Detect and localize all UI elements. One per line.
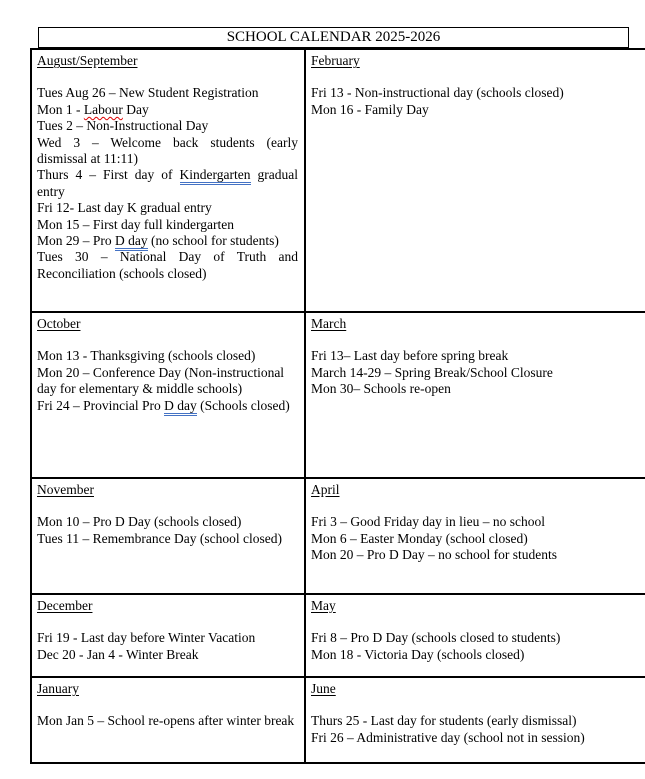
calendar-row	[31, 677, 645, 763]
document-title-box	[38, 27, 629, 49]
month-heading: November	[37, 482, 94, 497]
calendar-entry: Fri 19 - Last day before Winter Vacation	[37, 630, 256, 646]
document-title: SCHOOL CALENDAR 2025-2026	[226, 29, 441, 45]
calendar-entry: Mon 20 – Pro D Day – no school for students	[311, 547, 557, 563]
calendar-table-body	[31, 49, 645, 763]
month-heading: December	[37, 598, 93, 613]
month-cell-march	[305, 312, 645, 478]
month-cell-october	[31, 312, 305, 478]
calendar-entry: Fri 8 – Pro D Day (schools closed to students)	[311, 630, 561, 646]
calendar-entry: Mon Jan 5 – School re-opens after winter break	[37, 713, 295, 729]
month-cell-november	[31, 478, 305, 594]
calendar-row	[31, 594, 645, 677]
calendar-row	[31, 49, 645, 312]
calendar-entry: Thurs 4 – First day of Kindergarten gradual entry	[37, 167, 299, 199]
calendar-row	[31, 478, 645, 594]
calendar-entry: March 14-29 – Spring Break/School Closure	[311, 364, 553, 380]
calendar-entry: Mon 13 - Thanksgiving (schools closed)	[37, 348, 256, 364]
calendar-entry: Dec 20 - Jan 4 - Winter Break	[37, 646, 199, 662]
calendar-entry: Mon 6 – Easter Monday (school closed)	[311, 530, 528, 546]
calendar-entry: Mon 15 – First day full kindergarten	[37, 216, 234, 232]
month-heading: February	[311, 53, 360, 68]
calendar-entry: Wed 3 – Welcome back students (early dismissal at 11:11)	[37, 134, 298, 167]
calendar-entry: Fri 3 – Good Friday day in lieu – no school	[311, 514, 545, 530]
calendar-entry: Tues Aug 26 – New Student Registration	[37, 85, 259, 101]
month-heading: March	[311, 316, 347, 331]
calendar-entry: Mon 30– Schools re-open	[311, 381, 451, 397]
month-heading: August/September	[37, 53, 138, 68]
calendar-entry: Mon 29 – Pro D day (no school for students)	[37, 233, 298, 249]
month-cell-june	[305, 677, 645, 763]
month-cell-august-september	[31, 49, 305, 312]
month-heading: April	[311, 482, 340, 497]
calendar-entry: Fri 26 – Administrative day (school not in session)	[311, 729, 585, 745]
month-cell-april	[305, 478, 645, 594]
calendar-entry: Tues 11 – Remembrance Day (school closed)	[37, 530, 282, 546]
calendar-entry: Thurs 25 - Last day for students (early dismissal)	[311, 713, 577, 729]
calendar-table	[30, 48, 645, 764]
calendar-entry: Tues 2 – Non-Instructional Day	[37, 118, 209, 134]
grammar-underline: Kindergarten	[180, 167, 251, 185]
calendar-entry: Fri 13 - Non-instructional day (schools closed)	[311, 85, 564, 101]
calendar-entry: Mon 10 – Pro D Day (schools closed)	[37, 514, 242, 530]
calendar-entry: Mon 1 - Labour Day	[37, 101, 149, 117]
calendar-entry: Tues 30 – National Day of Truth and Reconciliation (schools closed)	[37, 249, 298, 281]
calendar-entry: Mon 20 – Conference Day (Non-instructional day for elementary & middle schools)	[37, 364, 285, 397]
month-heading: May	[311, 598, 336, 613]
month-cell-february	[305, 49, 645, 312]
grammar-underline: D day	[115, 233, 148, 251]
calendar-entry: Fri 24 – Provincial Pro D day (Schools closed)	[37, 398, 298, 414]
month-cell-january	[31, 677, 305, 763]
month-heading: June	[311, 681, 336, 696]
calendar-row	[31, 312, 645, 478]
calendar-entry: Fri 13– Last day before spring break	[311, 348, 509, 364]
grammar-underline: D day	[164, 398, 197, 416]
spellcheck-underline: Labour	[83, 101, 123, 117]
calendar-entry: Mon 18 - Victoria Day (schools closed)	[311, 646, 525, 662]
month-heading: October	[37, 316, 81, 331]
month-cell-may	[305, 594, 645, 677]
calendar-entry: Mon 16 - Family Day	[311, 101, 429, 117]
month-cell-december	[31, 594, 305, 677]
month-heading: January	[37, 681, 79, 696]
calendar-entry: Fri 12- Last day K gradual entry	[37, 200, 212, 216]
